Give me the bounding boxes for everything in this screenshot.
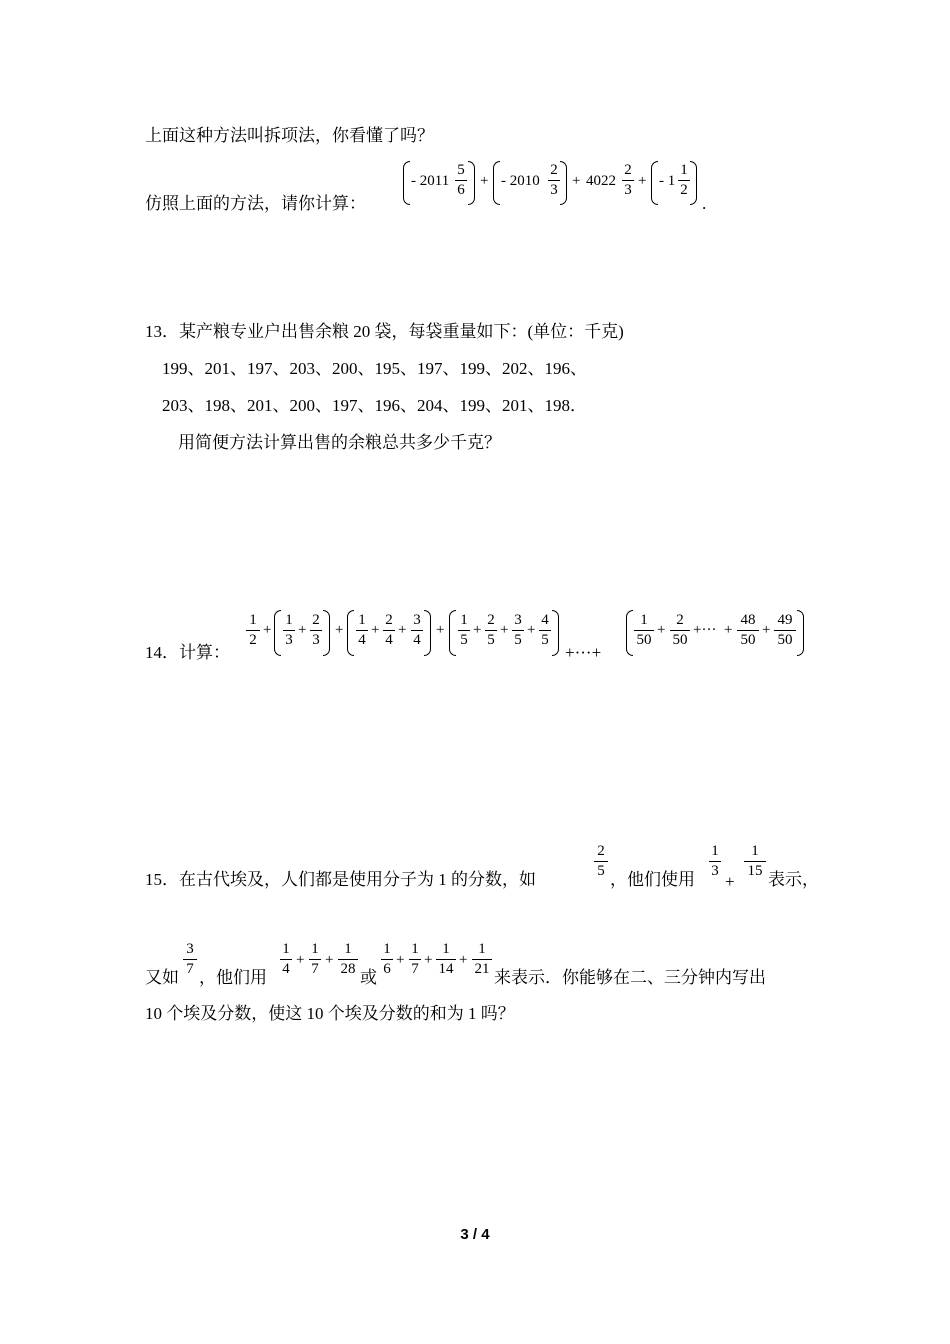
plus-sign: + [725,872,735,891]
right-paren [797,610,804,656]
fraction: 5 6 [455,162,467,199]
fraction: 1 2 [246,612,260,649]
fraction: 1 28 [338,941,358,978]
left-paren [651,161,658,205]
left-paren [626,610,633,656]
text-segment: 又如 [145,968,179,987]
right-paren [560,161,567,205]
plus-sign: + [296,952,305,968]
plus-sign: + [263,622,272,638]
question-text: 用简便方法计算出售的余粮总共多少千克？ [178,433,501,452]
fraction: 2 3 [548,162,560,199]
right-paren [323,610,330,656]
fraction: 1 15 [744,843,766,880]
fraction: 1 2 [678,162,690,199]
fraction: 3 5 [512,612,524,649]
problem-15-text: 15．在古代埃及，人们都是使用分子为 1 的分数，如 [145,870,536,889]
mixed-whole: - 2011 [411,173,450,189]
problem-14-label: 14．计算： [145,643,230,662]
plus-sign: + [325,952,334,968]
fraction: 3 4 [411,612,423,649]
plus-sign: + [298,622,307,638]
text-line: 上面这种方法叫拆项法，你看懂了吗？ [145,126,434,145]
text-segment: 来表示．你能够在二、三分钟内写出 [494,968,766,987]
fraction: 2 50 [670,612,690,649]
fraction: 2 3 [310,612,322,649]
fraction: 2 5 [594,843,608,880]
fraction: 1 3 [709,843,721,880]
right-paren [424,610,431,656]
fraction: 4 5 [539,612,551,649]
plus-sign: + [724,622,733,638]
mixed-whole: - 1 [659,173,676,189]
fraction: 49 50 [774,612,796,649]
mixed-whole: - 2010 [501,173,540,189]
fraction: 1 5 [458,612,470,649]
right-paren [690,161,697,205]
plus-sign: + [527,622,536,638]
text-segment: 表示， [768,870,819,889]
text-line: 仿照上面的方法，请你计算： [145,194,366,213]
inner-ellipsis: +··· [693,622,717,638]
data-row: 199、201、197、203、200、195、197、199、202、196、 [162,359,587,378]
fraction: 1 50 [634,612,654,649]
problem-13-title: 13．某产粮专业户出售余粮 20 袋，每袋重量如下：(单位：千克) [145,322,624,341]
plus-sign: + [436,622,445,638]
text-segment: ，他们用 [199,968,267,987]
left-paren [449,610,456,656]
left-paren [493,161,500,205]
plus-sign: + [335,622,344,638]
mixed-whole: 4022 [586,173,616,189]
fraction: 1 7 [409,941,421,978]
plus-sign: + [424,952,433,968]
right-paren [468,161,475,205]
left-paren [274,610,281,656]
right-paren [552,610,559,656]
plus-sign: + [638,173,647,189]
text-segment: ，他们使用 [610,870,695,889]
fraction: 1 21 [472,941,492,978]
fraction: 2 4 [383,612,395,649]
fraction: 1 6 [381,941,393,978]
data-row: 203、198、201、200、197、196、204、199、201、198． [162,396,587,415]
plus-sign: + [371,622,380,638]
plus-sign: + [396,952,405,968]
plus-sign: + [480,173,489,189]
left-paren [347,610,354,656]
fraction: 1 4 [356,612,368,649]
fraction: 1 3 [283,612,295,649]
plus-sign: + [762,622,771,638]
left-paren [403,161,410,205]
fraction: 48 50 [737,612,759,649]
fraction: 2 3 [622,162,634,199]
plus-sign: + [398,622,407,638]
fraction: 1 7 [309,941,321,978]
plus-sign: + [572,173,581,189]
text-segment: 或 [360,968,377,987]
fraction: 2 5 [485,612,497,649]
plus-sign: + [500,622,509,638]
plus-sign: + [459,952,468,968]
plus-sign: + [473,622,482,638]
plus-sign: + [657,622,666,638]
ellipsis: +···+ [565,643,602,662]
fraction: 3 7 [183,941,197,978]
text-line: 10 个埃及分数，使这 10 个埃及分数的和为 1 吗？ [145,1004,515,1023]
page-number: 3 / 4 [460,1226,490,1243]
fraction: 1 14 [436,941,456,978]
period: . [702,194,707,213]
fraction: 1 4 [280,941,292,978]
